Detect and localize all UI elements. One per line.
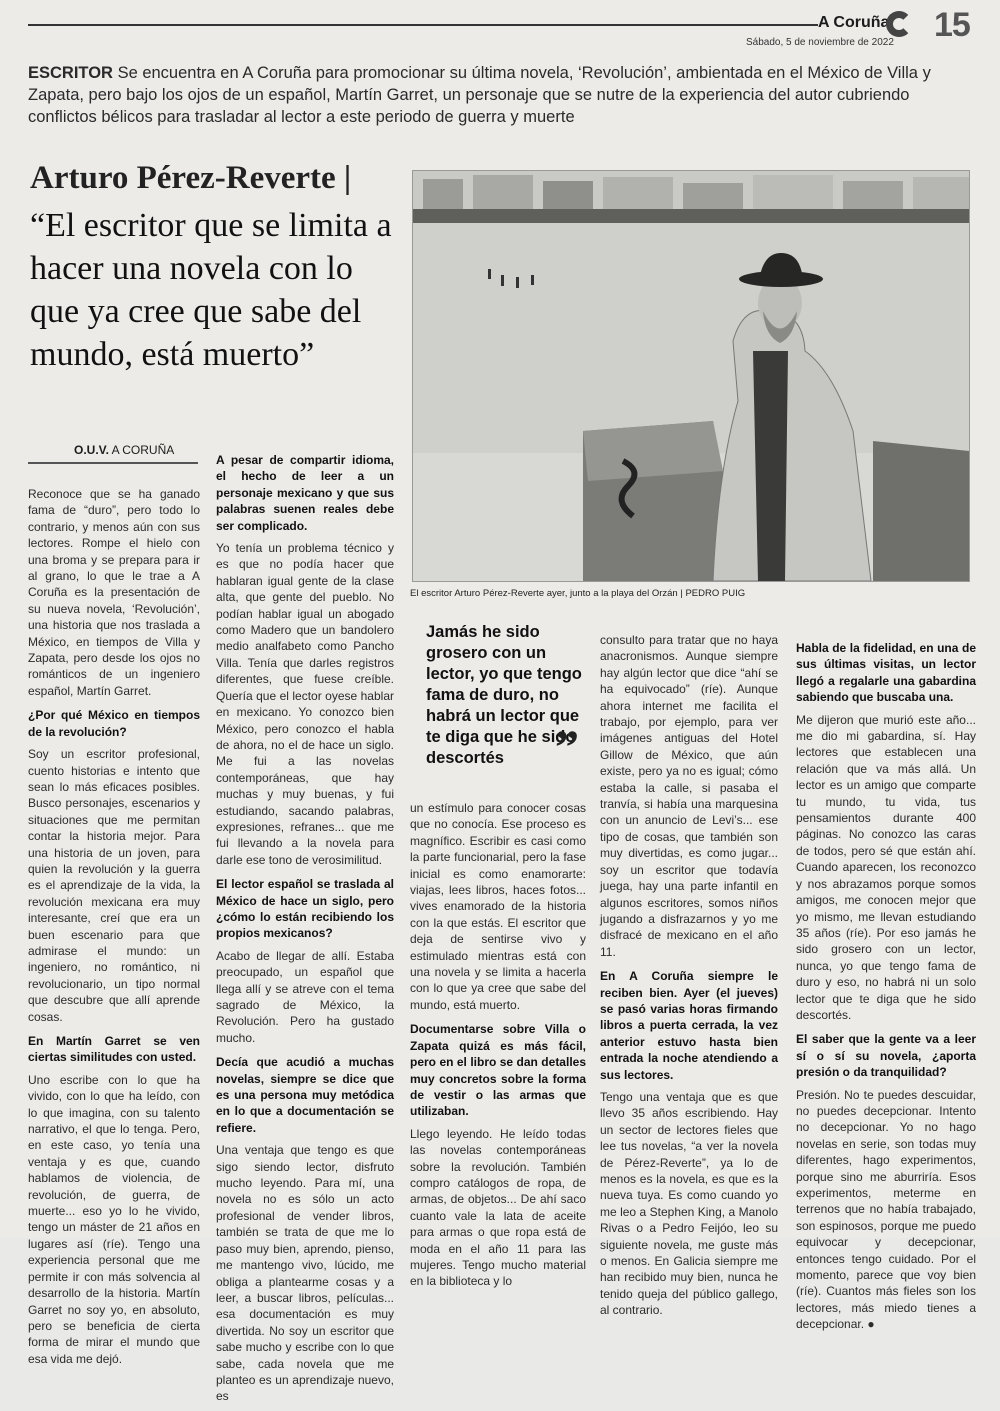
byline-rule [28, 462, 198, 464]
byline-place: A CORUÑA [111, 443, 175, 457]
lead-paragraph [28, 62, 948, 128]
byline [74, 443, 174, 457]
headline-name: Arturo Pérez-Reverte | [30, 160, 352, 196]
byline-author: O.U.V. [74, 443, 109, 457]
article-paragraph: Acabo de llegar de allí. Estaba preocupado, un español que llega allí y se atreve con el tema sagrado de México, la Revolución. Pero ha gustado mucho. [216, 948, 394, 1045]
page-number: 15 [934, 6, 970, 44]
interview-question: Habla de la fidelidad, en una de sus últimas visitas, un lector llegó a regalarle una gabardina sabiendo que buscaba una. [796, 641, 976, 705]
article-paragraph: Uno escribe con lo que ha vivido, con lo que ha leído, con lo que imagina, con su talento narrativo, el que lo tenga. Pero, en este caso, yo tenía una ventaja y es que, cuando hablamos de violencia, de revolución, de guerra, de muerte... eso yo lo he vivido, tengo un máster de 21 años en lugares así (ríe). Tengo una experiencia personal que me permite ir con más solvencia al desarrollo de la historia. Martín Garret no soy yo, en absoluto, pero se beneficia de cierta forma de mirar el mundo que esa vida me dejó. [28, 1072, 200, 1366]
interview-question: El saber que la gente va a leer sí o sí su novela, ¿aporta presión o da tranquilidad? [796, 1032, 976, 1080]
interview-question: Decía que acudió a muchas novelas, siempre se dice que es una persona muy metódica en lo que a documentación se refiere. [216, 1055, 394, 1135]
article-paragraph: Presión. No te puedes descuidar, no puedes decepcionar. Intento no decepcionar. Yo no hago novelas en serie, son todas muy diferentes, hago experimentos, porque sino me aburriría. Esos experimentos, meterme en terrenos que no había trabajado, son espinosos, porque me puedo equivocar y decepcionar, entonces tengo cuidado. Por el momento, parece que voy bien (ríe). Cuantos más fieles son los lectores, más miedo tienes a decepcionar. ● [796, 1087, 976, 1332]
article-paragraph: Soy un escritor profesional, cuento historias e intento que sean lo más eficaces posibles. Busco personajes, escenarios y situaciones que me permitan contar la historia mejor. Para una historia de un joven, para quien la revolución y la guerra es el aprendizaje de la vida, la revolución mexicana era muy interesante, creí que era un buen escenario para que admirase el mundo: un ingeniero, no romántico, ni revolucionario, un tipo normal que descubre que allí aprende cosas. [28, 747, 200, 1024]
article-paragraph: Tengo una ventaja que es que llevo 35 años escribiendo. Hay un sector de lectores fieles que lee tus novelas, “a ver la novela de Pérez-Reverte”, ya lo de menos es la novela, es que es la nueva tuya. Es como cuando yo me leo a Stephen King, a Manolo Rivas o a Pedro Feijóo, leo su siguiente novela, me guste más o menos. En Galicia siempre me han recibido muy bien, nunca he tenido queja del público gallego, al contrario. [600, 1089, 778, 1318]
section-city: A Coruña [818, 14, 890, 31]
article-column-5 [796, 632, 976, 1339]
header-rule [28, 24, 818, 26]
main-photo [412, 170, 970, 582]
article-column-2 [216, 444, 394, 1411]
photo-scene [413, 171, 969, 581]
pull-quote: Jamás he sido grosero con un lector, yo que tengo fama de duro, no habrá un lector que te diga que he sido descortés [426, 623, 582, 767]
interview-question: A pesar de compartir idioma, el hecho de leer a un personaje mexicano y que sus palabras suenen reales debe ser complicado. [216, 453, 394, 533]
photo-caption: El escritor Arturo Pérez-Reverte ayer, junto a la playa del Orzán | PEDRO PUIG [410, 588, 746, 599]
interview-question: El lector español se traslada al México de hace un siglo, pero ¿cómo lo están recibiendo los propios mexicanos? [216, 877, 394, 941]
lead-label: ESCRITOR [28, 64, 113, 82]
article-column-1 [28, 486, 200, 1373]
article-column-3 [410, 800, 586, 1296]
article-column-4 [600, 632, 778, 1325]
interview-question: Documentarse sobre Villa o Zapata quizá es más fácil, pero en el libro se dan detalles muy concretos sobre la forma de vestir o las armas que utilizaban. [410, 1022, 586, 1119]
lead-text: Se encuentra en A Coruña para promocionar su última novela, ‘Revolución’, ambientada en el México de Villa y Zapata, pero bajo los ojos de un español, Martín Garret, un personaje que se nutre de la experiencia del autor cubriendo conflictos bélicos para trasladar al lector a este periodo de guerra y muerte [28, 64, 931, 126]
article-paragraph: Reconoce que se ha ganado fama de “duro”, pero todo lo contrario, y menos aún con sus lectores. Rompe el hielo con una broma y se prepara para ir al grano, lo que le trae a A Coruña es la presentación de su nueva novela, ‘Revolución’, una historia que nos traslada a México, en tiempos de Villa y Zapata, pero desde los ojos no románticos de un ingeniero español, Martín Garret. [28, 487, 200, 698]
article-paragraph: un estímulo para conocer cosas que no conocía. Ese proceso es magnífico. Escribir es casi como la parte funcionarial, pero la fase inicial es como enamorarte: viajas, lees libros, haces fotos... vives enamorado de la historia con la que estás. El escritor que deja de sentirse vivo y estimulado mientras está con una novela y se limita a hacerla con lo que ya cree que sabe del mundo, está muerto. [410, 801, 586, 1012]
article-paragraph: Me dijeron que murió este año... me dio mi gabardina, sí. Hay lectores que establecen una relación que va más allá. Un lector es un amigo que comparte tu mundo, tu vida, tus pensamientos durante 400 páginas. No conozco las caras de todos, pero sé que están ahí. Cuando aparecen, los reconozco y nos abrazamos porque somos amigos, me conocen mejor que yo mismo, me llevan estudiando 35 años (ríe). Por eso jamás he sido grosero con un lector, nunca, yo que tengo fama de duro y eso, no habrá ni un solo lector que te diga que he sido descortés. [796, 712, 976, 1022]
c-ring-icon [886, 11, 912, 37]
article-paragraph: Una ventaja que tengo es que sigo siendo lector, disfruto mucho leyendo. Para mí, una novela no es sólo un acto profesional de vender libros, también se trata de que me lo paso muy bien, aprendo, pienso, me mantengo vivo, lúcido, me obliga a plantearme cosas y a leer, a buscar libros, películas... esa documentación es muy divertida. No soy un escritor que sabe mucho y escribe con lo que sabe, cada novela que me planteo es un aprendizaje nuevo, es [216, 1143, 394, 1404]
article-paragraph: consulto para tratar que no haya anacronismos. Aunque siempre hay algún lector que dice “ahí se ha equivocado” (ríe). Aunque ahora internet me facilita el trabajo, por ejemplo, para ver imágenes antiguas del Hotel Gillow de México, que aún existe, pero ya no es igual; cómo estaba la calle, si pasaba el tranvía, si había una marquesina con un anuncio de Levi’s... ese tipo de cosas, que también son muy divertidas, es como jugar... soy un escritor que todavía juega, hay una parte infantil en algunos escritores, somos niños jugando a disfrazarnos y yo me disfracé de mexicano en el año 11. [600, 633, 778, 959]
headline-quote: “El escritor que se limita a hacer una novela con lo que ya cree que sabe del mundo, está muerto” [30, 207, 392, 373]
quote-mark-icon: ” [555, 721, 579, 774]
interview-question: En A Coruña siempre le reciben bien. Ayer (el jueves) se pasó varias horas firmando libros a puerta cerrada, la vez anterior estuvo hasta bien entrada la noche atendiendo a sus lectores. [600, 969, 778, 1082]
interview-question: ¿Por qué México en tiempos de la revolución? [28, 708, 200, 739]
article-paragraph: Llego leyendo. He leído todas las novelas contemporáneas sobre la revolución. También compro catálogos de ropa, de armas, de objetos... De ahí saco cuanto vale la lata de aceite para armas o que ropa está de moda en el año 11 para las mujeres. Tengo mucho material en la biblioteca y lo [410, 1126, 586, 1289]
issue-date: Sábado, 5 de noviembre de 2022 [746, 37, 894, 48]
interview-question: En Martín Garret se ven ciertas similitudes con usted. [28, 1034, 200, 1065]
article-paragraph: Yo tenía un problema técnico y es que no podía hacer que hablaran igual gente de la clase alta, que gente del pueblo. No podían hablar igual un abogado como Madero que un bandolero medio analfabeto como Pancho Villa. Tenía que darles registros diferentes, que fuese creíble. Quería que el lector oyese hablar en mexicano. Yo conozco bien México, pero conozco el habla de ahora, no el de hace un siglo. Me fui a las novelas contemporáneas, que hay muchas y muy buenas, y fui estudiando, sacando palabras, expresiones, refranes... que me fui llevando a la novela para darle ese tono de verosimilitud. [216, 541, 394, 867]
